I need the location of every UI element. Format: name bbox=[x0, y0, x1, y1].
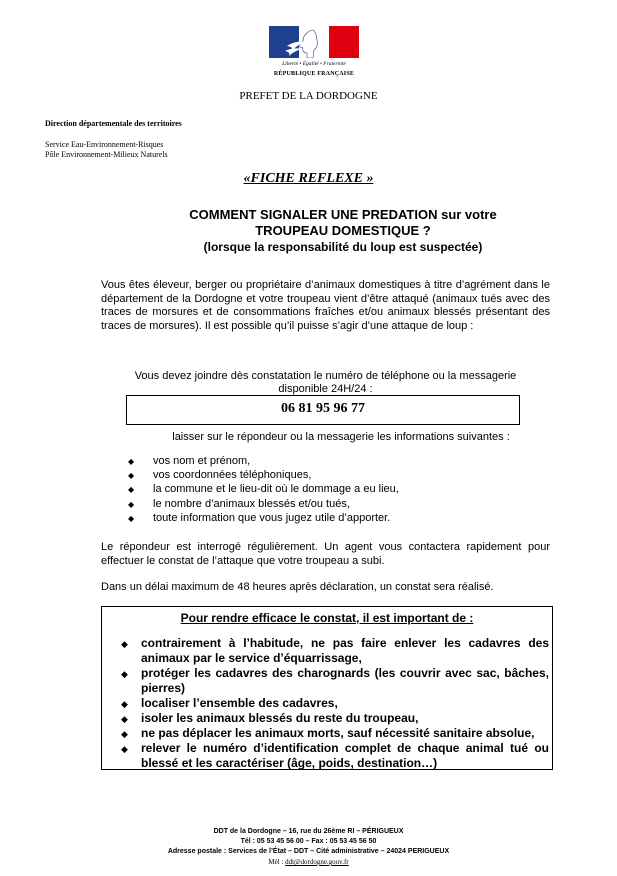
list-item-text: relever le numéro d’identification complet de chaque animal tué ou blessé et les caractériser (âge, poids, destination…) bbox=[141, 741, 549, 770]
info-list bbox=[126, 454, 546, 525]
repondeur-paragraph: Le répondeur est interrogé régulièrement. Un agent vous contactera rapidement pour effectuer le constat de l’attaque que votre troupeau a subi. bbox=[101, 541, 550, 567]
footer-mail-label: Mél : bbox=[268, 858, 284, 866]
list-item-text: localiser l’ensemble des cadavres, bbox=[141, 696, 338, 710]
list-item bbox=[126, 468, 546, 482]
diamond-bullet-icon: ◆ bbox=[121, 669, 128, 679]
footer-phone-fax: Tél : 05 53 45 56 00 – Fax : 05 53 45 56 50 bbox=[240, 838, 377, 845]
footer-address: DDT de la Dordogne – 16, rue du 26ème RI – PÉRIGUEUX bbox=[213, 828, 404, 835]
phone-number: 06 81 95 96 77 bbox=[281, 401, 365, 416]
list-item-text: protéger les cadavres des charognards (les couvrir avec sac, bâches, pierres) bbox=[141, 666, 549, 695]
logo-republique: RÉPUBLIQUE FRANÇAISE bbox=[273, 71, 355, 77]
intro-paragraph: Vous êtes éleveur, berger ou propriétaire d’animaux domestiques à titre d’agrément dans le département de la Dordogne et votre troupeau vient d’être attaqué (animaux tués avec des traces de morsures et de consommations fraîches et/ou animaux blessés présentant des traces de morsures). Il est possible qu’il puisse s’agir d’une attaque de loup : bbox=[101, 279, 550, 332]
diamond-bullet-icon: ◆ bbox=[128, 499, 135, 509]
diamond-bullet-icon: ◆ bbox=[121, 714, 128, 724]
list-item-text: toute information que vous jugez utile d’apporter. bbox=[153, 511, 391, 524]
list-item bbox=[126, 511, 546, 525]
footer-mail bbox=[0, 857, 617, 867]
list-item-text: contrairement à l’habitude, ne pas faire enlever les cadavres des animaux par le service d’équarrissage, bbox=[141, 636, 549, 665]
list-item bbox=[121, 726, 549, 741]
phone-message-instructions: laisser sur le répondeur ou la messagerie les informations suivantes : bbox=[172, 431, 510, 443]
footer-postal-address: Adresse postale : Services de l’État – DDT – Cité administrative – 24024 PERIGUEUX bbox=[167, 848, 450, 855]
republique-francaise-logo bbox=[269, 26, 359, 82]
service-line-1: Service Eau-Environnement-Risques bbox=[45, 140, 164, 149]
diamond-bullet-icon: ◆ bbox=[128, 471, 135, 481]
list-item-text: isoler les animaux blessés du reste du troupeau, bbox=[141, 711, 419, 725]
list-item bbox=[121, 741, 549, 771]
list-item bbox=[121, 696, 549, 711]
list-item bbox=[121, 636, 549, 666]
footer bbox=[0, 827, 617, 867]
service-line-2: Pôle Environnement-Milieux Naturels bbox=[45, 150, 168, 159]
fiche-reflexe-title: «FICHE REFLEXE » bbox=[243, 171, 374, 186]
list-item bbox=[126, 454, 546, 468]
diamond-bullet-icon: ◆ bbox=[128, 457, 135, 466]
diamond-bullet-icon: ◆ bbox=[121, 729, 128, 739]
diamond-bullet-icon: ◆ bbox=[121, 744, 128, 754]
list-item-text: la commune et le lieu-dit où le dommage a eu lieu, bbox=[153, 483, 399, 496]
phone-instructions-line-2: disponible 24H/24 : bbox=[278, 383, 373, 395]
marianne-icon bbox=[283, 28, 329, 58]
flag-red-stripe bbox=[329, 26, 359, 58]
diamond-bullet-icon: ◆ bbox=[128, 513, 135, 523]
constat-heading: Pour rendre efficace le constat, il est important de : bbox=[180, 611, 474, 625]
main-title-line-1: COMMENT SIGNALER UNE PREDATION sur votre bbox=[189, 207, 497, 222]
list-item bbox=[121, 711, 549, 726]
diamond-bullet-icon: ◆ bbox=[128, 485, 135, 495]
phone-instructions-line-1: Vous devez joindre dès constatation le numéro de téléphone ou la messagerie bbox=[134, 370, 517, 382]
list-item bbox=[121, 666, 549, 696]
main-subtitle: (lorsque la responsabilité du loup est suspectée) bbox=[203, 240, 483, 254]
delai-paragraph: Dans un délai maximum de 48 heures après déclaration, un constat sera réalisé. bbox=[101, 581, 494, 593]
prefet-heading: PREFET DE LA DORDOGNE bbox=[239, 90, 378, 102]
footer-mail-link[interactable]: ddt@dordogne.gouv.fr bbox=[285, 858, 349, 866]
main-title-line-2: TROUPEAU DOMESTIQUE ? bbox=[255, 223, 431, 238]
list-item-text: le nombre d’animaux blessés et/ou tués, bbox=[153, 497, 350, 510]
list-item bbox=[126, 497, 546, 511]
tricolor-flag bbox=[269, 26, 359, 58]
diamond-bullet-icon: ◆ bbox=[121, 639, 128, 649]
list-item-text: vos nom et prénom, bbox=[153, 455, 251, 467]
direction-label: Direction départementale des territoires bbox=[45, 119, 182, 128]
logo-motto: Liberté • Égalité • Fraternité bbox=[282, 61, 346, 67]
list-item-text: vos coordonnées téléphoniques, bbox=[153, 469, 312, 482]
list-item bbox=[126, 482, 546, 496]
phone-instructions bbox=[101, 370, 550, 396]
diamond-bullet-icon: ◆ bbox=[121, 699, 128, 709]
list-item-text: ne pas déplacer les animaux morts, sauf nécessité sanitaire absolue, bbox=[141, 726, 535, 740]
constat-list bbox=[121, 636, 549, 771]
